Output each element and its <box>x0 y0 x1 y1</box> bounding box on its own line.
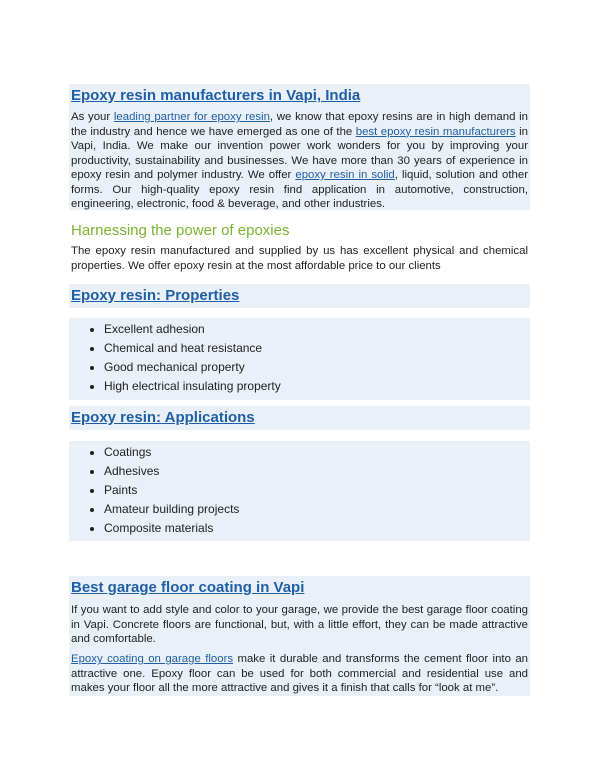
section-harnessing <box>69 214 530 278</box>
link-epoxy-coating-garage[interactable]: Epoxy coating on garage floors <box>71 653 234 665</box>
applications-list <box>69 443 530 538</box>
list-item: • Composite materials <box>104 519 530 538</box>
heading-manufacturers: Epoxy resin manufacturers in Vapi, India <box>71 87 361 104</box>
paragraph-manufacturers: As your leading partner for epoxy resin, we know that epoxy resins are in high demand in the industry and hence we have emerged as one of the best epoxy resin manufacturers in Vapi, India. We make our invention power work wonders for you by improving your productivity, sustainability and businesses. We have more than 30 years of experience in epoxy resin and polymer industry. We offer epoxy resin in solid, liquid, solution and other forms. Our high-quality epoxy resin find application in automotive, construction, engineering, electronic, food & beverage, and other industries. <box>71 111 528 210</box>
paragraph-garage-1: If you want to add style and color to your garage, we provide the best garage floor coating in Vapi. Concrete floors are functional, but, with a little effort, they can be made attractive and comfortable. <box>71 604 528 645</box>
link-leading-partner[interactable]: leading partner for epoxy resin <box>113 111 270 123</box>
list-item: • Coatings <box>104 443 530 462</box>
paragraph-garage-2: Epoxy coating on garage floors make it durable and transforms the cement floor into an attractive one. Epoxy floor can be used for both commercial and residential use and makes your floor all the more attractive and gives it a finish that calls for “look at me”. <box>71 653 528 694</box>
heading-garage: Best garage floor coating in Vapi <box>71 579 305 596</box>
applications-list-block <box>69 441 530 541</box>
properties-list <box>69 320 530 396</box>
link-best-manufacturers[interactable]: best epoxy resin manufacturers <box>355 125 516 138</box>
list-item: • Excellent adhesion <box>104 320 530 339</box>
link-epoxy-resin-solid[interactable]: epoxy resin in solid <box>295 169 395 181</box>
list-item: • Paints <box>104 481 530 500</box>
applications-heading-block <box>69 406 530 430</box>
list-item: • Amateur building projects <box>104 500 530 519</box>
list-item: • Good mechanical property <box>104 358 530 377</box>
properties-list-block <box>69 318 530 400</box>
paragraph-harnessing: The epoxy resin manufactured and supplied by us has excellent physical and chemical properties. We offer epoxy resin at the most affordable price to our clients <box>71 245 528 272</box>
list-item: • Adhesives <box>104 462 530 481</box>
section-manufacturers <box>69 84 530 210</box>
list-item: • High electrical insulating property <box>104 377 530 396</box>
heading-applications: Epoxy resin: Applications <box>71 409 255 426</box>
heading-properties: Epoxy resin: Properties <box>71 287 240 304</box>
properties-heading-block <box>69 284 530 308</box>
list-item: • Chemical and heat resistance <box>104 339 530 358</box>
heading-harnessing: Harnessing the power of epoxies <box>71 222 290 239</box>
section-garage <box>69 576 530 696</box>
